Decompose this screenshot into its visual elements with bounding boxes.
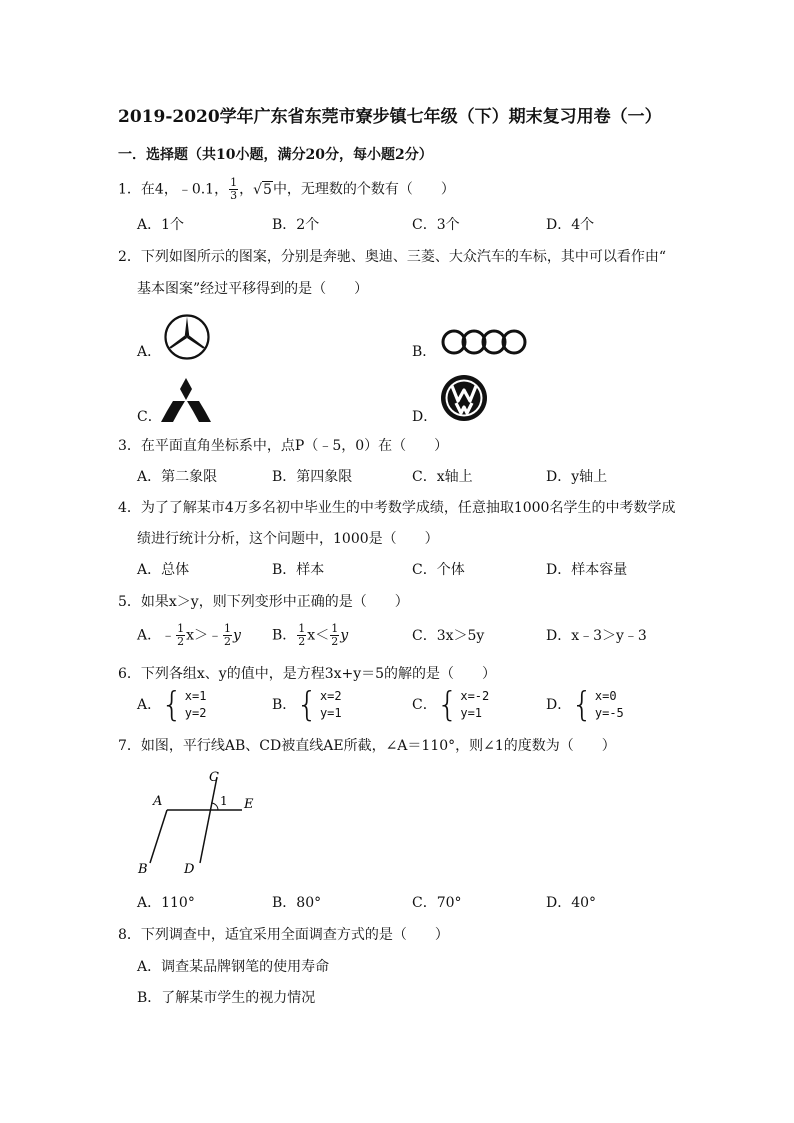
mercedes-logo-icon [163,313,211,361]
q5-option-b[interactable]: B． $\frac{1}{2}$ x＜ $\frac{1}{2}$ y [272,622,349,648]
mitsubishi-logo-icon [161,378,211,422]
q1-option-c[interactable]: C．3个 [412,217,460,233]
question-4-line2: 绩进行统计分析，这个问题中，1000是（ ） [137,531,439,547]
q4-option-c[interactable]: C．个体 [412,562,465,578]
q4-option-a[interactable]: A．总体 [137,562,190,578]
question-6-stem: 6．下列各组x、y的值中，是方程3x+y＝5的解的是（ ） [118,666,497,682]
q1-prefix: 1．在4，﹣0.1， [118,181,229,198]
label-A: A [153,794,163,809]
page-title: 2019-2020学年广东省东莞市寮步镇七年级（下）期末复习用卷（一） [118,107,662,127]
label-E: E [244,797,254,812]
q6-option-d[interactable]: D．{ x=0 y=-5 [546,685,624,725]
label-D: D [184,862,195,877]
question-7-stem: 7．如图，平行线AB、CD被直线AE所截，∠A＝110°，则∠1的度数为（ ） [118,738,616,754]
question-1-stem: 1．在4，﹣0.1， $\frac{1}{3}$ ，√5中，无理数的个数有（ ） [118,176,455,202]
q5-option-c[interactable]: C．3x＞5y [412,628,485,644]
q4-option-b[interactable]: B．样本 [272,562,325,578]
q3-option-b[interactable]: B．第四象限 [272,469,353,485]
q1-sqrt: √5 [253,181,272,198]
question-2-line1: 2．下列如图所示的图案，分别是奔驰、奥迪、三菱、大众汽车的车标，其中可以看作由“ [118,249,667,265]
q7-option-a[interactable]: A．110° [137,895,195,911]
section-heading: 一．选择题（共10小题，满分20分，每小题2分） [118,147,433,163]
audi-rings-icon [440,328,528,356]
q1-option-d[interactable]: D．4个 [546,217,595,233]
q2-option-c[interactable]: C． [137,409,162,425]
question-5-stem: 5．如果x＞y，则下列变形中正确的是（ ） [118,594,409,610]
question-3-stem: 3．在平面直角坐标系中，点P（﹣5，0）在（ ） [118,438,449,454]
q7-parallel-lines-diagram [130,765,270,881]
question-8-stem: 8．下列调查中，适宜采用全面调查方式的是（ ） [118,927,449,943]
question-2-line2: 基本图案”经过平移得到的是（ ） [137,281,369,297]
q3-option-c[interactable]: C．x轴上 [412,469,473,485]
q7-option-d[interactable]: D．40° [546,895,597,911]
q1-option-b[interactable]: B．2个 [272,217,320,233]
q3-option-d[interactable]: D．y轴上 [546,469,608,485]
volkswagen-logo-icon [440,374,488,422]
q6-option-a[interactable]: A．{ x=1 y=2 [137,685,207,725]
label-B: B [138,862,148,877]
q5-option-a[interactable]: A．﹣ $\frac{1}{2}$ x＞﹣ $\frac{1}{2}$ y [137,622,241,648]
label-angle-1: 1 [220,794,228,808]
q1-option-a[interactable]: A．1个 [137,217,185,233]
q1-fraction: $\frac{1}{3}$ [230,176,238,202]
question-4-line1: 4．为了了解某市4万多名初中毕业生的中考数学成绩，任意抽取1000名学生的中考数学成 [118,500,676,516]
q2-option-d[interactable]: D． [412,409,438,425]
q2-option-a[interactable]: A． [137,344,162,360]
q6-option-c[interactable]: C．{ x=-2 y=1 [412,685,490,725]
q8-option-b[interactable]: B．了解某市学生的视力情况 [137,990,316,1006]
q8-option-a[interactable]: A．调查某品牌钢笔的使用寿命 [137,959,330,975]
q7-option-b[interactable]: B．80° [272,895,322,911]
label-C: C [209,770,219,785]
q6-option-b[interactable]: B．{ x=2 y=1 [272,685,342,725]
q4-option-d[interactable]: D．样本容量 [546,562,628,578]
q7-option-c[interactable]: C．70° [412,895,462,911]
q3-option-a[interactable]: A．第二象限 [137,469,218,485]
q2-option-b[interactable]: B． [412,344,437,360]
q5-option-d[interactable]: D．x﹣3＞y﹣3 [546,628,647,644]
